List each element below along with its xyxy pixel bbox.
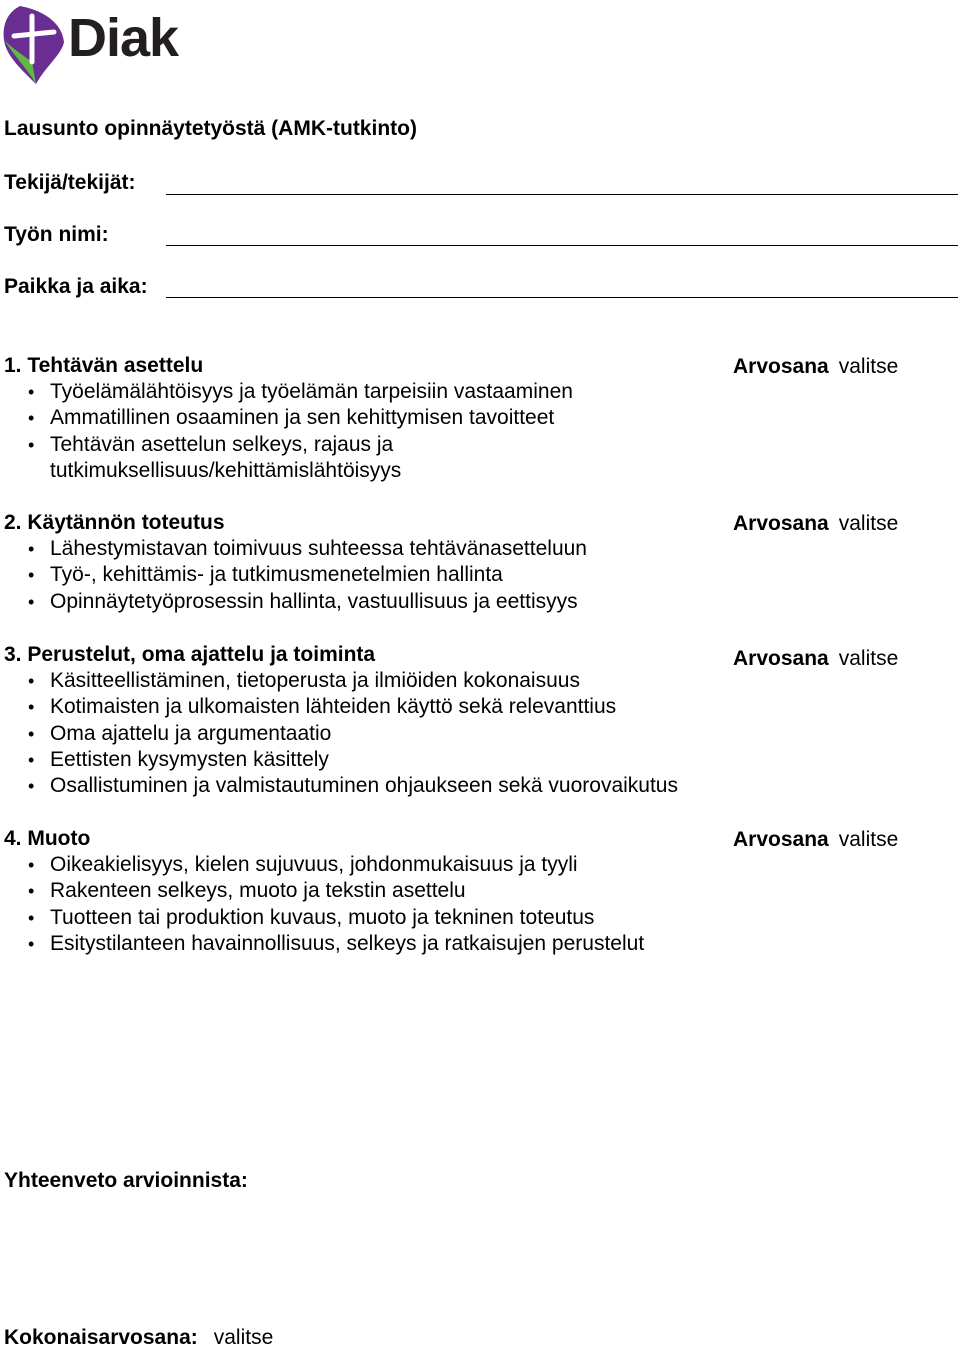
list-item: • Eettisten kysymysten käsittely: [4, 747, 730, 773]
grade-select[interactable]: valitse: [838, 828, 899, 851]
criteria-list: [4, 668, 924, 799]
diak-logo: [2, 2, 192, 86]
grade-label: Arvosana: [733, 828, 829, 851]
bullet-icon: •: [28, 776, 35, 797]
grade-select[interactable]: valitse: [838, 355, 899, 378]
list-item: • Tuotteen tai produktion kuvaus, muoto ja tekninen toteutus: [4, 905, 730, 931]
list-item: • Oma ajattelu ja argumentaatio: [4, 721, 730, 747]
bullet-icon: •: [28, 408, 35, 429]
list-item: • Rakenteen selkeys, muoto ja tekstin asettelu: [4, 878, 730, 904]
list-item: • Lähestymistavan toimivuus suhteessa tehtävänasetteluun: [4, 536, 730, 562]
bullet-icon: •: [28, 382, 35, 402]
criteria-list: [4, 536, 924, 615]
logo-wordmark: Diak: [68, 8, 179, 68]
total-grade-select[interactable]: valitse: [213, 1326, 274, 1349]
grade-row: [733, 511, 898, 537]
author-input-line[interactable]: [166, 194, 958, 195]
place-date-input-line[interactable]: [166, 297, 958, 298]
bullet-icon: •: [28, 434, 35, 455]
list-item: • Osallistuminen ja valmistautuminen ohjaukseen sekä vuorovaikutus: [4, 773, 730, 799]
thesis-name-input-line[interactable]: [166, 245, 958, 246]
list-item: • Käsitteellistäminen, tietoperusta ja ilmiöiden kokonaisuus: [4, 668, 730, 694]
section-reasoning: [4, 642, 924, 799]
bullet-icon: •: [28, 749, 35, 770]
section-practical-implementation: [4, 510, 924, 615]
total-grade-label: Kokonaisarvosana:: [4, 1326, 198, 1349]
total-grade-row: [4, 1325, 273, 1351]
section-heading: 3. Perustelut, oma ajattelu ja toiminta: [4, 643, 376, 666]
grade-row: [733, 827, 898, 853]
bullet-icon: •: [28, 539, 35, 559]
bullet-icon: •: [28, 697, 35, 718]
bullet-icon: •: [28, 907, 35, 928]
place-date-label: Paikka ja aika:: [4, 275, 148, 298]
list-item: • Kotimaisten ja ulkomaisten lähteiden käyttö sekä relevanttius: [4, 694, 730, 720]
grade-label: Arvosana: [733, 512, 829, 535]
grade-label: Arvosana: [733, 647, 829, 670]
grade-row: [733, 354, 898, 380]
list-item: • Työelämälähtöisyys ja työelämän tarpeisiin vastaaminen: [4, 379, 730, 405]
list-item: • Ammatillinen osaaminen ja sen kehittymisen tavoitteet: [4, 405, 730, 431]
bullet-icon: •: [28, 933, 35, 954]
bullet-icon: •: [28, 881, 35, 902]
list-item: • Työ-, kehittämis- ja tutkimusmenetelmien hallinta: [4, 562, 730, 588]
thesis-name-label: Työn nimi:: [4, 223, 109, 246]
section-heading: 4. Muoto: [4, 827, 91, 850]
bullet-icon: •: [28, 671, 35, 691]
diak-leaf-icon: [2, 2, 66, 86]
summary-label: Yhteenveto arvioinnista:: [4, 1169, 248, 1192]
grade-label: Arvosana: [733, 355, 829, 378]
criteria-list: [4, 852, 924, 957]
bullet-icon: •: [28, 591, 35, 612]
list-item: • Opinnäytetyöprosessin hallinta, vastuullisuus ja eettisyys: [4, 589, 730, 615]
section-heading: 2. Käytännön toteutus: [4, 511, 225, 534]
grade-row: [733, 646, 898, 672]
document-title: Lausunto opinnäytetyöstä (AMK-tutkinto): [4, 117, 417, 140]
grade-select[interactable]: valitse: [838, 647, 899, 670]
list-item: • Esitystilanteen havainnollisuus, selkeys ja ratkaisujen perustelut: [4, 931, 730, 957]
list-item: • Tehtävän asettelun selkeys, rajaus ja tutkimuksellisuus/kehittämislähtöisyys: [28, 432, 402, 482]
bullet-icon: •: [28, 565, 35, 586]
section-form: [4, 826, 924, 957]
grade-select[interactable]: valitse: [838, 512, 899, 535]
list-item: • Oikeakielisyys, kielen sujuvuus, johdonmukaisuus ja tyyli: [4, 852, 730, 878]
bullet-icon: •: [28, 855, 35, 875]
section-task-setting: [4, 353, 924, 484]
author-label: Tekijä/tekijät:: [4, 171, 136, 194]
section-heading: 1. Tehtävän asettelu: [4, 354, 204, 377]
bullet-icon: •: [28, 723, 35, 744]
criteria-list: [4, 379, 924, 484]
